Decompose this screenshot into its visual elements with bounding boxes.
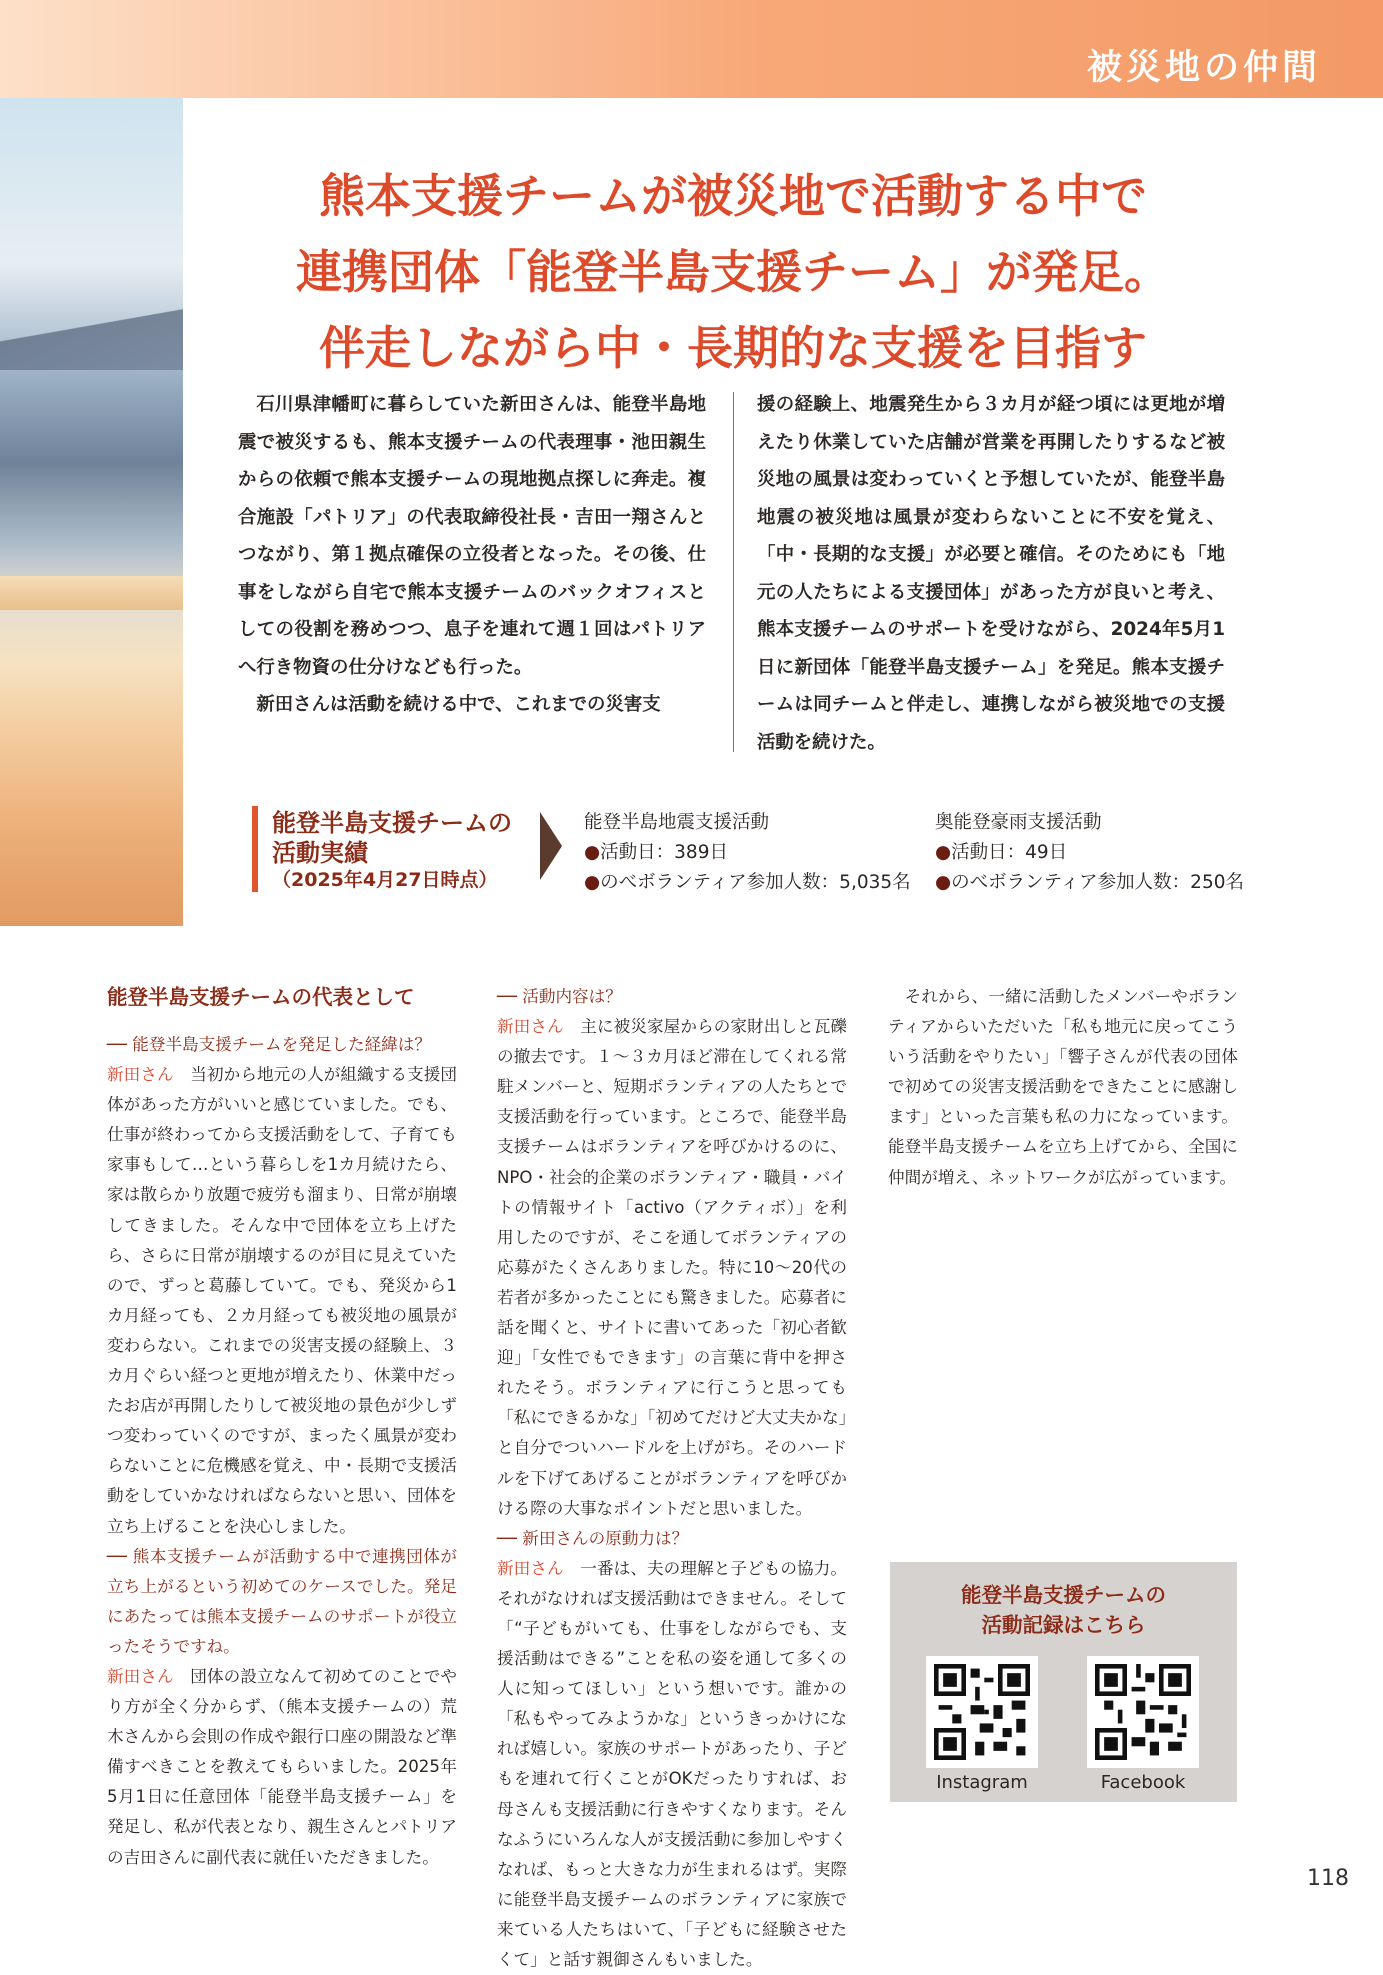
intro-paragraph-3: 援の経験上、地震発生から３カ月が経つ頃には更地が増えたり休業していた店舗が営業を再開したりするなど被災地の風景は変わっていくと予想していたが、能登半島地震の被災地は風景が変わらないことに不安を覚え、「中・長期的な支援」が必要と確信。そのためにも「地元の人たちによる支援団体」があった方が良いと考え、熊本支援チームのサポートを受けながら、2024年5月1日に新団体「能登半島支援チーム」を発足。熊本支援チームは同チームと伴走し、連携しながら被災地での支援活動を続けた。	[757, 394, 1225, 753]
record-title	[272, 808, 512, 892]
headline	[183, 158, 1283, 386]
speaker-label: 新田さん	[497, 1017, 564, 1037]
intro-paragraph-2: 新田さんは活動を続ける中で、これまでの災害支	[256, 694, 661, 715]
stats-heading: 奥能登豪雨支援活動	[935, 812, 1102, 833]
stats-volunteers: のべボランティア参加人数：250名	[951, 872, 1244, 893]
stats-volunteers: のべボランティア参加人数：5,035名	[600, 872, 911, 893]
intro-divider	[733, 392, 734, 752]
answer-1	[107, 1060, 457, 1542]
speaker-label: 新田さん	[497, 1558, 564, 1578]
qr-title-line-2: 活動記録はこちら	[981, 1613, 1146, 1637]
facebook-qr-code[interactable]	[1087, 1656, 1199, 1768]
window-photo	[0, 98, 183, 926]
interview-column-1	[107, 982, 457, 1873]
bullet-icon: ●	[935, 842, 952, 863]
headline-line-1: 熊本支援チームが被災地で活動する中で	[319, 169, 1147, 223]
answer-4-text: 一番は、夫の理解と子どもの協力。それがなければ支援活動はできません。そして「“子どもがいても、仕事をしながらでも、支援活動はできる”ことを私の姿を通して多くの人に知ってほしい」という想いです。誰かの「私もやってみようかな」というきっかけになれば嬉しい。家族のサポートがあったり、子どもを連れて行くことがOKだったりすれば、お母さんも支援活動に行きやすくなります。そんなふうにいろんな人が支援活動に参加しやすくなれば、もっと大きな力が生まれるはず。実際に能登半島支援チームのボランティアに家族で来ている人たちはいて、「子どもに経験させたくて」と話す親御さんもいました。	[497, 1558, 848, 1969]
headline-line-3: 伴走しながら中・長期的な支援を目指す	[319, 321, 1147, 375]
record-title-line-1: 能登半島支援チームの	[272, 809, 512, 837]
speaker-label: 新田さん	[107, 1065, 174, 1085]
headline-line-2: 連携団体「能登半島支援チーム」が発足。	[296, 245, 1170, 299]
answer-3	[497, 1012, 847, 1524]
answer-2-text: 団体の設立なんて初めてのことでやり方が全く分からず、（熊本支援チームの）荒木さんから会則の作成や銀行口座の開設など準備すべきことを教えてもらいました。2025年5月1日に任意団体「能登半島支援チーム」を発足し、私が代表となり、親生さんとパトリアの吉田さんに副代表に就任いただきました。	[107, 1666, 458, 1867]
stats-days: 活動日：49日	[951, 842, 1068, 863]
question-1: ── 能登半島支援チームを発足した経緯は？	[107, 1035, 431, 1054]
bullet-icon: ●	[584, 842, 601, 863]
answer-3-text: 主に被災家屋からの家財出しと瓦礫の撤去です。１〜３カ月ほど滞在してくれる常駐メンバーと、短期ボランティアの人たちとで支援活動を行っています。ところで、能登半島支援チームはボランティアを呼びかけるのに、NPO・社会的企業のボランティア・職員・バイトの情報サイト「activo（アクティボ）」を利用したのですが、そこを通してボランティアの応募がたくさんありました。特に10〜20代の若者が多かったことにも驚きました。応募者に話を聞くと、サイトに書いてあった「初心者歓迎」「女性でもできます」の言葉に背中を押されたそう。ボランティアに行こうと思っても「私にできるかな」「初めてだけど大丈夫かな」と自分でついハードルを上げがち。そのハードルを下げてあげることがボランティアを呼びかける際の大事なポイントだと思いました。	[497, 1017, 848, 1518]
page-number: 118	[1307, 1866, 1349, 1891]
instagram-qr-code[interactable]	[926, 1656, 1038, 1768]
record-title-line-2: 活動実績	[272, 839, 368, 867]
answer-4	[497, 1554, 847, 1975]
answer-2	[107, 1662, 457, 1873]
question-2: ── 熊本支援チームが活動する中で連携団体が立ち上がるという初めてのケースでした。発足にあたっては熊本支援チームのサポートが役立ったそうですね。	[107, 1546, 457, 1656]
instagram-label: Instagram	[936, 1772, 1028, 1793]
answer-5: それから、一緒に活動したメンバーやボランティアからいただいた「私も地元に戻ってこういう活動をやりたい」「響子さんが代表の団体で初めての災害支援活動をできたことに感謝します」といった言葉も私の力になっています。能登半島支援チームを立ち上げてから、全国に仲間が増え、ネットワークが広がっています。	[888, 987, 1238, 1187]
record-accent-bar	[252, 806, 258, 892]
interview-subhead: 能登半島支援チームの代表として	[107, 985, 415, 1009]
question-4: ── 新田さんの原動力は？	[497, 1528, 689, 1548]
answer-1-text: 当初から地元の人が組織する支援団体があった方がいいと感じていました。でも、仕事が終わってから支援活動をして、子育ても家事もして…という暮らしを1カ月続けたら、家は散らかり放題で疲労も溜まり、日常が崩壊してきました。そんな中で団体を立ち上げたら、さらに日常が崩壊するのが目に見えていたので、ずっと葛藤していて。でも、発災から1カ月経っても、２カ月経っても被災地の風景が変わらない。これまでの災害支援の経験上、３カ月ぐらい経つと更地が増えたり、休業中だったお店が再開したりして被災地の景色が少しずつ変わっていくのですが、まったく風景が変わらないことに危機感を覚え、中・長期で支援活動をしていかなければならないと思い、団体を立ち上げることを決心しました。	[107, 1065, 458, 1536]
qr-title	[890, 1580, 1237, 1640]
facebook-label: Facebook	[1100, 1772, 1186, 1793]
interview-column-2	[497, 982, 847, 1975]
intro-right-column	[757, 386, 1225, 761]
record-arrow-icon	[540, 812, 562, 880]
interview-column-3	[888, 982, 1238, 1193]
photo-window-sill	[0, 576, 183, 610]
bullet-icon: ●	[584, 872, 601, 893]
photo-roof	[0, 300, 183, 370]
bullet-icon: ●	[935, 872, 952, 893]
qr-title-line-1: 能登半島支援チームの	[961, 1583, 1166, 1607]
stats-earthquake	[584, 808, 911, 898]
question-3: ── 活動内容は？	[497, 987, 622, 1006]
stats-heavy-rain	[935, 808, 1244, 898]
qr-panel	[890, 1562, 1237, 1802]
intro-paragraph-1: 石川県津幡町に暮らしていた新田さんは、能登半島地震で被災するも、熊本支援チームの代表理事・池田親生からの依頼で熊本支援チームの現地拠点探しに奔走。複合施設「パトリア」の代表取締役社長・吉田一翔さんとつながり、第１拠点確保の立役者となった。その後、仕事をしながら自宅で熊本支援チームのバックオフィスとしての役割を務めつつ、息子を連れて週１回はパトリアへ行き物資の仕分けなども行った。	[238, 394, 706, 678]
qr-code-icon	[1095, 1664, 1191, 1760]
stats-days: 活動日：389日	[600, 842, 728, 863]
qr-code-icon	[934, 1664, 1030, 1760]
record-date: （2025年4月27日時点）	[272, 869, 498, 891]
stats-heading: 能登半島地震支援活動	[584, 812, 770, 833]
speaker-label: 新田さん	[107, 1666, 174, 1686]
intro-left-column	[238, 386, 706, 724]
section-label: 被災地の仲間	[1086, 48, 1321, 88]
